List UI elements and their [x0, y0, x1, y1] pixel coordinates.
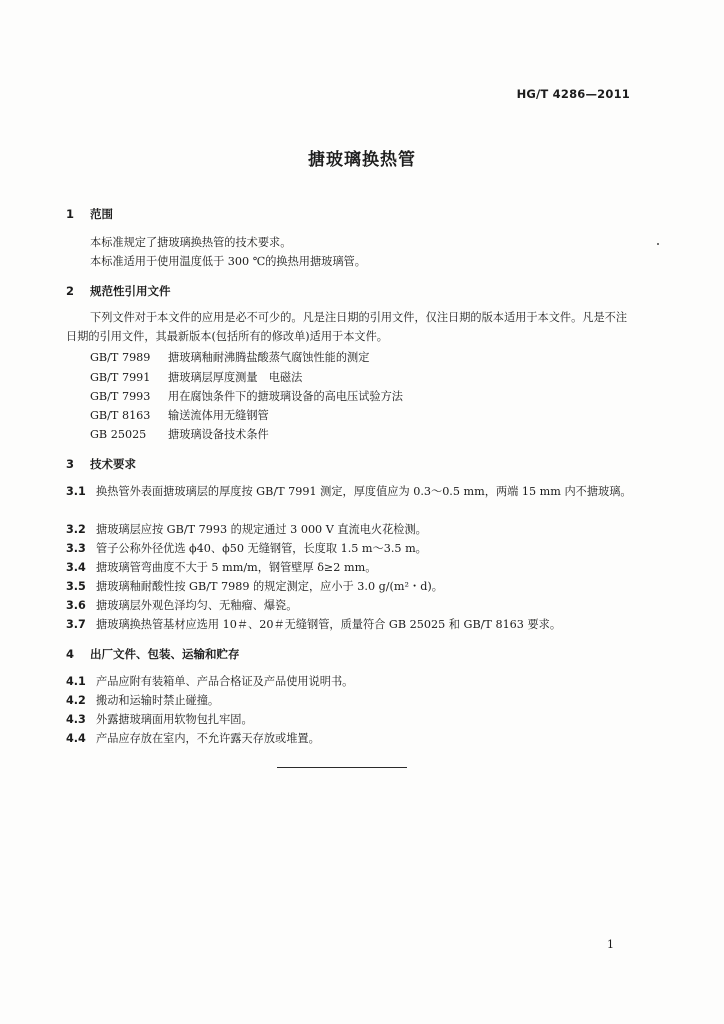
section-4-heading	[66, 646, 240, 662]
reference-code: GB/T 8163	[90, 409, 151, 422]
end-of-text-rule	[277, 767, 407, 768]
clause-4-1	[66, 672, 640, 691]
clause-text: 产品应附有装箱单、产品合格证及产品使用说明书。	[96, 675, 354, 688]
scope-para-2: 本标准适用于使用温度低于 300 ℃的换热用搪玻璃管。	[90, 255, 366, 268]
reference-code: GB/T 7991	[90, 371, 151, 384]
section-number: 4	[66, 647, 75, 661]
clause-4-3	[66, 710, 640, 729]
section-number: 3	[66, 457, 75, 471]
clause-number: 3.6	[66, 599, 86, 612]
reference-title: 搪玻璃釉耐沸腾盐酸蒸气腐蚀性能的测定	[168, 351, 370, 364]
section-1-heading	[66, 206, 113, 222]
section-title: 技术要求	[90, 457, 136, 471]
clause-text: 管子公称外径优选 ϕ40、ϕ50 无缝钢管，长度取 1.5 m～3.5 m。	[96, 542, 427, 555]
clause-number: 4.2	[66, 694, 86, 707]
clause-text: 搪玻璃层应按 GB/T 7993 的规定通过 3 000 V 直流电火花检测。	[96, 523, 427, 536]
section-title: 规范性引用文件	[90, 284, 171, 298]
clause-number: 3.4	[66, 561, 86, 574]
scope-para-1: 本标准规定了搪玻璃换热管的技术要求。	[90, 236, 292, 249]
clause-4-2	[66, 691, 640, 710]
reference-code: GB/T 7989	[90, 351, 151, 364]
section-number: 2	[66, 284, 75, 298]
reference-item	[90, 349, 369, 365]
clause-3-2	[66, 520, 640, 539]
clause-text: 产品应存放在室内，不允许露天存放或堆置。	[96, 732, 320, 745]
clause-text: 换热管外表面搪玻璃层的厚度按 GB/T 7991 测定，厚度值应为 0.3～0.5 mm，两端 15 mm 内不搪玻璃。	[96, 485, 632, 498]
reference-item	[90, 426, 269, 442]
scan-speck	[657, 243, 659, 245]
document-title: 搪玻璃换热管	[308, 150, 416, 170]
section-number: 1	[66, 207, 75, 221]
clause-number: 3.2	[66, 523, 86, 536]
reference-title: 输送流体用无缝钢管	[168, 409, 269, 422]
standard-code: HG/T 4286—2011	[516, 87, 630, 101]
clause-number: 3.7	[66, 618, 86, 631]
clause-text: 搪玻璃层外观色泽均匀、无釉瘤、爆瓷。	[96, 599, 298, 612]
reference-title: 搪玻璃设备技术条件	[168, 428, 269, 441]
clause-3-6	[66, 596, 640, 615]
clause-text: 搪玻璃釉耐酸性按 GB/T 7989 的规定测定，应小于 3.0 g/(m²・d)。	[96, 580, 443, 593]
clause-3-3	[66, 539, 640, 558]
section-title: 出厂文件、包装、运输和贮存	[90, 647, 240, 661]
clause-number: 3.5	[66, 580, 86, 593]
clause-text: 搪玻璃换热管基材应选用 10＃、20＃无缝钢管，质量符合 GB 25025 和 GB/T 8163 要求。	[96, 618, 562, 631]
clause-3-5	[66, 577, 640, 596]
reference-item	[90, 388, 403, 404]
reference-item	[90, 369, 302, 385]
clause-3-4	[66, 558, 640, 577]
reference-code: GB/T 7993	[90, 390, 151, 403]
references-intro: 下列文件对于本文件的应用是必不可少的。凡是注日期的引用文件，仅注日期的版本适用于本文件。凡是不注日期的引用文件，其最新版本(包括所有的修改单)适用于本文件。	[66, 311, 628, 343]
reference-code: GB 25025	[90, 428, 147, 441]
section-2-heading	[66, 283, 171, 299]
clause-text: 搪玻璃管弯曲度不大于 5 mm/m，钢管壁厚 δ≥2 mm。	[96, 561, 377, 574]
reference-title: 用在腐蚀条件下的搪玻璃设备的高电压试验方法	[168, 390, 403, 403]
clause-number: 4.3	[66, 713, 86, 726]
clause-number: 3.1	[66, 485, 86, 498]
clause-text: 搬动和运输时禁止碰撞。	[96, 694, 220, 707]
reference-title: 搪玻璃层厚度测量 电磁法	[168, 371, 303, 384]
clause-4-4	[66, 729, 640, 748]
clause-number: 3.3	[66, 542, 86, 555]
clause-3-1	[66, 482, 640, 501]
clause-3-7	[66, 615, 640, 634]
reference-item	[90, 407, 269, 423]
page-number: 1	[607, 938, 614, 951]
clause-text: 外露搪玻璃面用软物包扎牢固。	[96, 713, 253, 726]
clause-number: 4.1	[66, 675, 86, 688]
clause-number: 4.4	[66, 732, 86, 745]
section-title: 范围	[90, 207, 113, 221]
section-3-heading	[66, 456, 136, 472]
